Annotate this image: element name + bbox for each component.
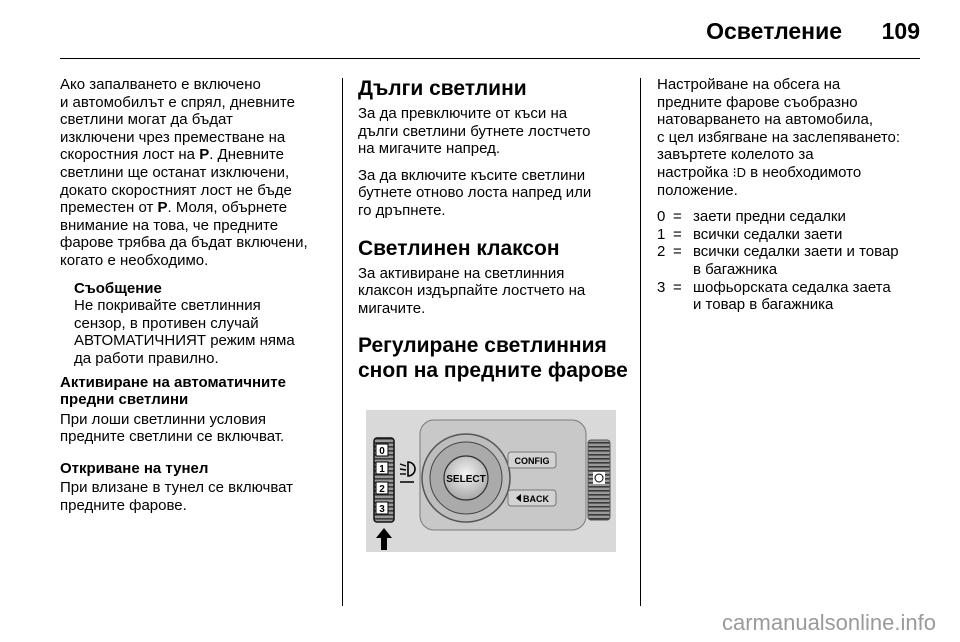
page-title: Осветление — [706, 18, 842, 44]
list-equals: = — [673, 278, 682, 296]
text-line: За да включите късите светлини — [358, 166, 586, 184]
instrument-illumination-icon — [593, 472, 605, 484]
text-line: положение. — [657, 181, 738, 199]
list-item — [657, 208, 927, 226]
text-line: АВТОМАТИЧНИЯТ режим няма — [74, 332, 295, 350]
text-line: Не покривайте светлинния — [74, 297, 261, 315]
text-line: Регулиране светлинния — [358, 334, 607, 358]
range-intro-paragraph — [657, 76, 927, 199]
column-3 — [657, 76, 927, 314]
text-line: Активиране на автоматичните — [60, 373, 286, 391]
text-line: да работи правилно. — [74, 349, 219, 367]
dial-number: 0 — [379, 446, 385, 457]
select-label: SELECT — [446, 474, 486, 485]
text-line: настройка — [657, 163, 733, 181]
auto-lights-paragraph — [60, 411, 332, 446]
list-item — [657, 279, 927, 314]
config-label: CONFIG — [514, 456, 550, 466]
section-range-title — [358, 333, 630, 383]
text-line: преместен от — [60, 199, 158, 217]
watermark: carmanualsonline.info — [721, 610, 936, 635]
text-line: бутнете отново лоста напред или — [358, 184, 592, 202]
column-divider-2 — [640, 78, 641, 606]
dial-number: 3 — [379, 504, 385, 515]
header-rule — [60, 58, 920, 59]
text-line: За да превключите от къси на — [358, 105, 568, 122]
text-line: натоварването на автомобила, — [657, 111, 874, 129]
list-item — [657, 226, 927, 244]
list-number: 2 — [657, 243, 666, 261]
list-equals: = — [673, 225, 682, 243]
text-line: дълги светлини бутнете лостчето — [358, 122, 591, 140]
list-item — [657, 243, 927, 278]
list-text: в багажника — [693, 260, 778, 278]
text-line: . Дневните — [209, 146, 284, 164]
dial-number: 2 — [379, 484, 385, 495]
text-line: Ако запалването е включено — [60, 76, 261, 93]
column-divider-1 — [342, 78, 343, 606]
text-line: изключени чрез преместване на — [60, 128, 286, 146]
control-panel-illustration — [366, 410, 616, 552]
text-line: когато е необходимо. — [60, 251, 209, 269]
back-label: BACK — [523, 494, 549, 504]
text-line: и автомобилът е спрял, дневните — [60, 93, 295, 111]
text-line: фарове трябва да бъдат включени, — [60, 234, 308, 252]
text-line: При лоши светлинни условия — [60, 410, 267, 428]
list-text: заети предни седалки — [693, 208, 846, 226]
section-flash-title: Светлинен клаксон — [358, 236, 560, 260]
position-list — [657, 208, 927, 314]
text-line: на мигачите напред. — [358, 140, 501, 158]
text-line: го дръпнете. — [358, 201, 446, 219]
subheading-tunnel: Откриване на тунел — [60, 459, 209, 477]
headlight-range-icon: ⁝D — [732, 164, 746, 180]
text-line: завъртете колелото за — [657, 146, 814, 164]
text-line: светлини ще останат изключени, — [60, 163, 290, 181]
text-line: предните фарове. — [60, 497, 187, 515]
text-line: . Моля, обърнете — [167, 199, 288, 217]
list-text: шофьорската седалка заета — [693, 278, 891, 296]
park-symbol: P — [157, 199, 168, 217]
list-number: 1 — [657, 225, 666, 243]
list-number: 0 — [657, 208, 666, 226]
text-line: сноп на предните фарове — [358, 359, 628, 383]
flash-paragraph — [358, 265, 630, 318]
text-line: За активиране на светлинния — [358, 264, 565, 282]
text-line: предните светлини се включват. — [60, 428, 285, 446]
high-beam-paragraph-1 — [358, 105, 630, 158]
list-text: и товар в багажника — [693, 296, 834, 314]
park-symbol: P — [199, 146, 210, 164]
high-beam-paragraph-2 — [358, 167, 630, 220]
text-line: предните фарове съобразно — [657, 93, 858, 111]
note-block — [74, 280, 332, 368]
text-line: светлини могат да бъдат — [60, 111, 233, 129]
subheading-auto-lights — [60, 374, 332, 409]
text-line: мигачите. — [358, 299, 426, 317]
list-text: всички седалки заети и товар — [693, 243, 899, 261]
text-line: с цел избягване на заслепяването: — [657, 128, 901, 146]
list-text: всички седалки заети — [693, 225, 843, 243]
page-number: 109 — [881, 18, 920, 44]
list-equals: = — [673, 208, 682, 226]
section-high-beam-title: Дълги светлини — [358, 77, 527, 100]
text-line: в необходимото — [746, 163, 862, 181]
list-number: 3 — [657, 278, 666, 296]
text-line: предни светлини — [60, 391, 189, 409]
note-title: Съобщение — [74, 279, 162, 297]
intro-paragraph — [60, 76, 332, 270]
text-line: Настройване на обсега на — [657, 76, 841, 93]
text-line: При влизане в тунел се включват — [60, 479, 294, 497]
column-2 — [358, 76, 630, 387]
column-1 — [60, 76, 332, 524]
text-line: клаксон издърпайте лостчето на — [358, 282, 586, 300]
text-line: внимание на това, че предните — [60, 216, 279, 234]
list-equals: = — [673, 243, 682, 261]
text-line: скоростния лост на — [60, 146, 200, 164]
tunnel-paragraph — [60, 479, 332, 514]
text-line: сензор, в противен случай — [74, 314, 259, 332]
text-line: докато скоростният лост не бъде — [60, 181, 292, 199]
dial-number: 1 — [379, 464, 385, 475]
control-panel-figure — [366, 410, 616, 552]
